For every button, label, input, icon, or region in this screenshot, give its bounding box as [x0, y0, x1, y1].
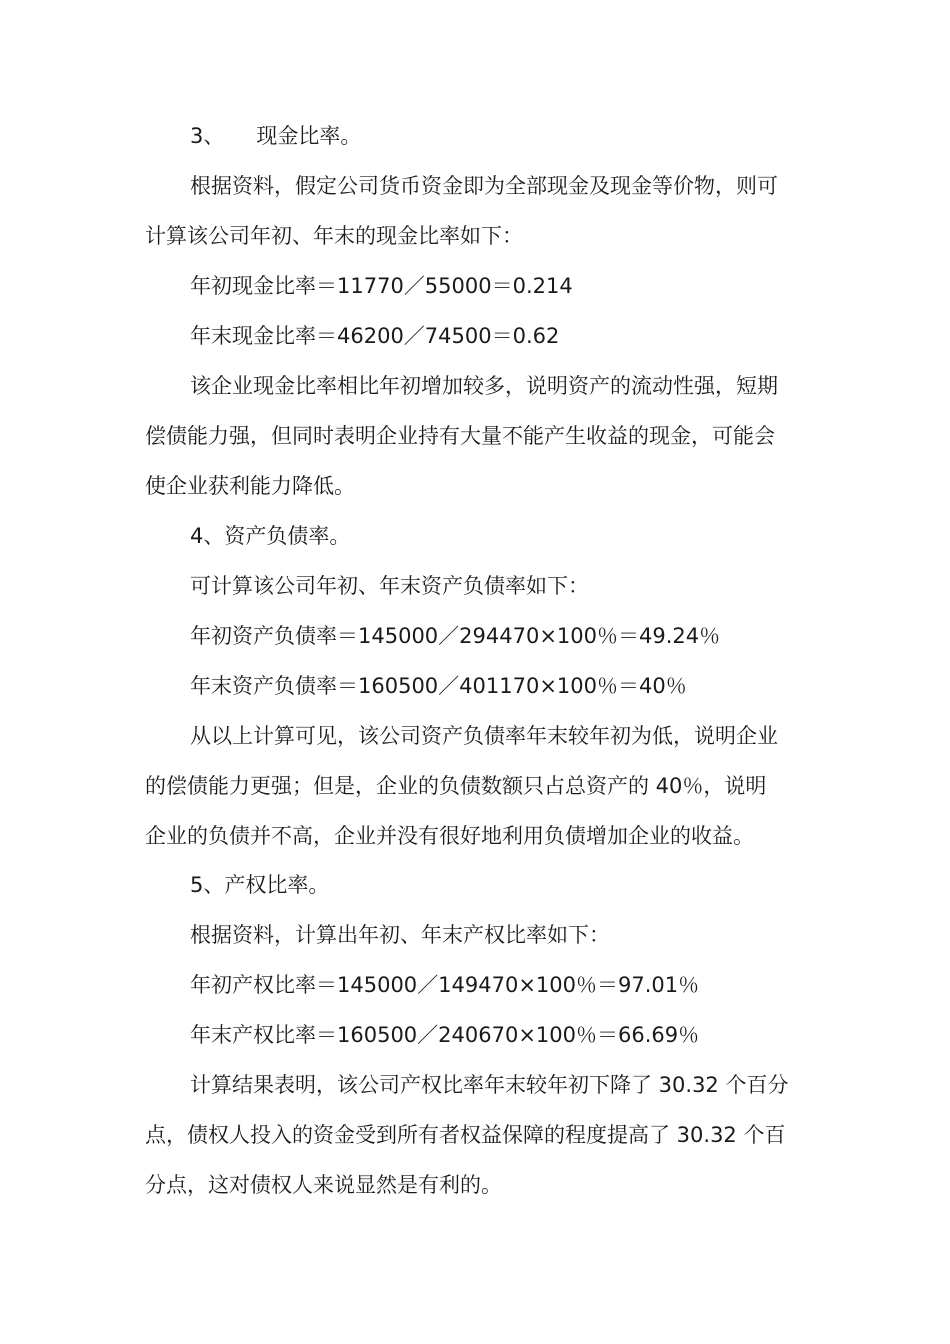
paragraph-line: 可计算该公司年初、年末资产负债率如下： — [190, 574, 589, 598]
formula-line: 年末现金比率＝46200／74500＝0.62 — [190, 324, 560, 348]
formula-line: 年初产权比率＝145000／149470×100％＝97.01％ — [190, 973, 700, 997]
paragraph-line: 使企业获利能力降低。 — [145, 474, 355, 498]
section-heading-5: 5、产权比率。 — [190, 873, 330, 897]
formula-line: 年末产权比率＝160500／240670×100％＝66.69％ — [190, 1023, 700, 1047]
paragraph-line: 根据资料，假定公司货币资金即为全部现金及现金等价物，则可 — [190, 174, 778, 198]
paragraph-line: 根据资料，计算出年初、年末产权比率如下： — [190, 923, 610, 947]
paragraph-line: 的偿债能力更强；但是，企业的负债数额只占总资产的 40％，说明 — [145, 774, 767, 798]
paragraph-line: 点，债权人投入的资金受到所有者权益保障的程度提高了 30.32 个百 — [145, 1123, 786, 1147]
section-number: 3、 — [190, 124, 225, 148]
formula-line: 年末资产负债率＝160500／401170×100％＝40％ — [190, 674, 687, 698]
formula-line: 年初现金比率＝11770／55000＝0.214 — [190, 274, 573, 298]
paragraph-line: 计算结果表明，该公司产权比率年末较年初下降了 30.32 个百分 — [190, 1073, 789, 1097]
paragraph-line: 该企业现金比率相比年初增加较多，说明资产的流动性强，短期 — [190, 374, 778, 398]
paragraph-line: 分点，这对债权人来说显然是有利的。 — [145, 1173, 502, 1197]
section-heading-4: 4、资产负债率。 — [190, 524, 351, 548]
paragraph-line: 偿债能力强，但同时表明企业持有大量不能产生收益的现金，可能会 — [145, 424, 775, 448]
formula-line: 年初资产负债率＝145000／294470×100％＝49.24％ — [190, 624, 721, 648]
paragraph-line: 计算该公司年初、年末的现金比率如下： — [145, 224, 523, 248]
paragraph-line: 企业的负债并不高，企业并没有很好地利用负债增加企业的收益。 — [145, 824, 754, 848]
paragraph-line: 从以上计算可见，该公司资产负债率年末较年初为低，说明企业 — [190, 724, 778, 748]
section-title: 现金比率。 — [256, 124, 362, 148]
section-heading-3 — [190, 121, 815, 151]
